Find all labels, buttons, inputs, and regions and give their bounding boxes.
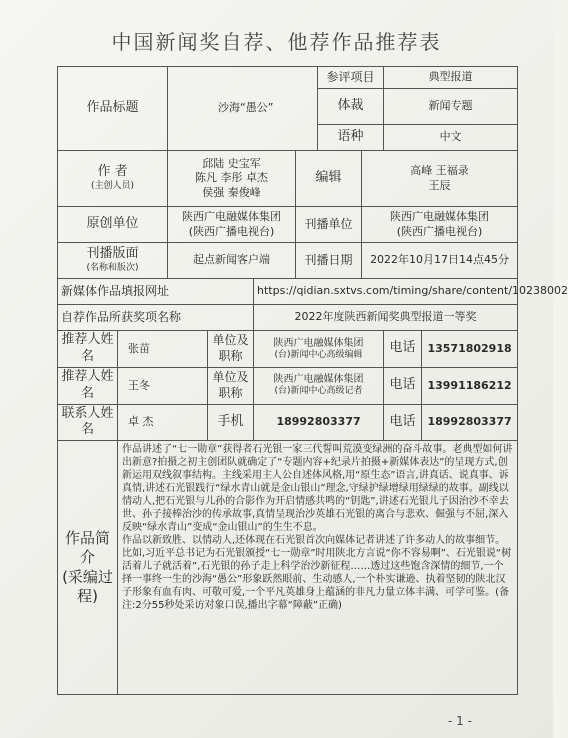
label-unit-title: 单位及职称 bbox=[208, 367, 254, 404]
new-media-url-link[interactable]: https://qidian.sxtvs.com/timing/share/content/10238002 bbox=[254, 279, 518, 305]
page-title: 中国新闻奖自荐、他荐作品推荐表 bbox=[111, 30, 442, 54]
author-list bbox=[168, 151, 296, 207]
publish-unit-line: (陕西广播电视台) bbox=[396, 224, 483, 238]
label-original-unit: 原创单位 bbox=[58, 207, 168, 243]
label-phone: 电话 bbox=[384, 367, 422, 404]
publish-unit-line: 陕西广电融媒体集团 bbox=[390, 210, 490, 224]
recommender1-unit bbox=[254, 331, 384, 368]
publish-page-value: 起点新闻客户端 bbox=[168, 243, 296, 279]
publish-unit-value bbox=[362, 207, 518, 243]
label-publish-page-text: 刊播版面 bbox=[86, 246, 139, 262]
contact-phone: 18992803377 bbox=[422, 404, 518, 441]
label-award: 自荐作品所获奖项名称 bbox=[58, 305, 254, 331]
recommender2-name: 王冬 bbox=[118, 367, 208, 404]
award-value: 2022年度陕西新闻奖典型报道一等奖 bbox=[254, 305, 518, 331]
recommender2-unit-line: 陕西广电融媒体集团 bbox=[273, 374, 364, 386]
author-line: 陈凡 李彤 卓杰 bbox=[195, 171, 269, 185]
page-number: - 1 - bbox=[448, 714, 472, 728]
original-unit-line: (陕西广播电视台) bbox=[188, 224, 275, 238]
label-phone: 电话 bbox=[384, 331, 422, 368]
label-unit-title: 单位及职称 bbox=[208, 331, 254, 368]
label-intro-sub: (采编过程) bbox=[62, 567, 113, 606]
label-intro bbox=[58, 441, 118, 695]
label-phone: 电话 bbox=[384, 404, 422, 441]
work-title-value: 沙海“愚公” bbox=[168, 67, 318, 151]
recommendation-form-table bbox=[57, 66, 568, 695]
label-contact-name: 联系人姓名 bbox=[58, 404, 118, 441]
recommender1-unit-line: 陕西广电融媒体集团 bbox=[273, 337, 364, 349]
label-mobile: 手机 bbox=[208, 404, 254, 441]
genre-value: 新闻专题 bbox=[384, 89, 518, 125]
author-line: 邱陆 史宝军 bbox=[202, 157, 261, 171]
label-author-text: 作 者 bbox=[97, 164, 128, 180]
label-recommender-name: 推荐人姓名 bbox=[58, 331, 118, 368]
original-unit-value bbox=[168, 207, 296, 243]
original-unit-line: 陕西广电融媒体集团 bbox=[182, 210, 282, 224]
label-author bbox=[58, 151, 168, 207]
intro-paragraph: 作品以新致胜、以情动人,还体现在石光银首次向媒体记者讲述了许多动人的故事细节。比如,习近平总书记为石光银颁授“七一勋章”时用陕北方言说“你不容易啊”、石光银说“树活着儿子就活着”,石光银的孙子走上科学治沙新征程……透过这些饱含深情的细节,一个择一事终一生的沙海“愚公”形象跃然眼前、生动感人,一个朴实谦逊、执着坚韧的陕北汉子形象有血有肉、可敬可爱,一个平凡英雄身上蕴涵的非凡力量立体丰满、可学可鉴。(备注:2分55秒处采访对象口误,播出字幕“障蔽”正确) bbox=[122, 535, 512, 612]
label-publish-page-sub: (名称和版次) bbox=[86, 263, 139, 274]
recommender1-unit-line: (台)新闻中心高级编辑 bbox=[274, 349, 363, 360]
label-editor: 编辑 bbox=[296, 151, 362, 207]
label-language: 语种 bbox=[318, 125, 384, 151]
author-line: 侯强 秦俊峰 bbox=[202, 185, 261, 199]
label-publish-date: 刊播日期 bbox=[296, 243, 362, 279]
review-category-value: 典型报道 bbox=[384, 67, 518, 89]
contact-name: 卓 杰 bbox=[118, 404, 208, 441]
label-author-sub: (主创人员) bbox=[90, 181, 135, 192]
recommender2-unit-line: (台)新闻中心高级记者 bbox=[274, 386, 363, 397]
publish-date-value: 2022年10月17日14点45分 bbox=[362, 243, 518, 279]
label-publish-unit: 刊播单位 bbox=[296, 207, 362, 243]
label-review-category: 参评项目 bbox=[318, 67, 384, 89]
contact-mobile: 18992803377 bbox=[254, 404, 384, 441]
label-intro-text: 作品简介 bbox=[64, 528, 110, 567]
label-recommender-name: 推荐人姓名 bbox=[58, 367, 118, 404]
language-value: 中文 bbox=[384, 125, 518, 151]
label-genre: 体裁 bbox=[318, 89, 384, 125]
recommender1-name: 张苗 bbox=[118, 331, 208, 368]
label-publish-page bbox=[58, 243, 168, 279]
label-new-media-url: 新媒体作品填报网址 bbox=[58, 279, 254, 305]
intro-paragraph: 作品讲述了“七一勋章”获得者石光银一家三代誓叫荒漠变绿洲的奋斗故事。老典型如何讲出新意?拍摄之初主创团队就确定了“专题内容+纪录片拍摄+新媒体表达”的呈现方式,创新运用双线叙事结构。主线采用主人公自述体风格,用“原生态”语言,讲真话、说真事、诉真情,讲述石光银践行“绿水青山就是金山银山”理念,守绿护绿增绿用绿绿的故事。副线以情动人,把石光银与儿孙的合影作为开启情感共鸣的“钥匙”,讲述石光银儿子因治沙不幸去世、孙子接棒治沙的传承故事,真情呈现治沙英雄石光银的离合与悲欢、倔强与不屈,深入反映“绿水青山”变成“金山银山”的生生不息。 bbox=[122, 444, 513, 534]
intro-content bbox=[118, 441, 518, 695]
editor-list bbox=[362, 151, 518, 207]
editor-line: 王辰 bbox=[428, 178, 451, 192]
label-work-title: 作品标题 bbox=[58, 67, 168, 151]
recommender2-phone: 13991186212 bbox=[422, 367, 518, 404]
recommender1-phone: 13571802918 bbox=[422, 331, 518, 368]
recommender2-unit bbox=[254, 367, 384, 404]
editor-line: 高峰 王福录 bbox=[410, 164, 469, 178]
